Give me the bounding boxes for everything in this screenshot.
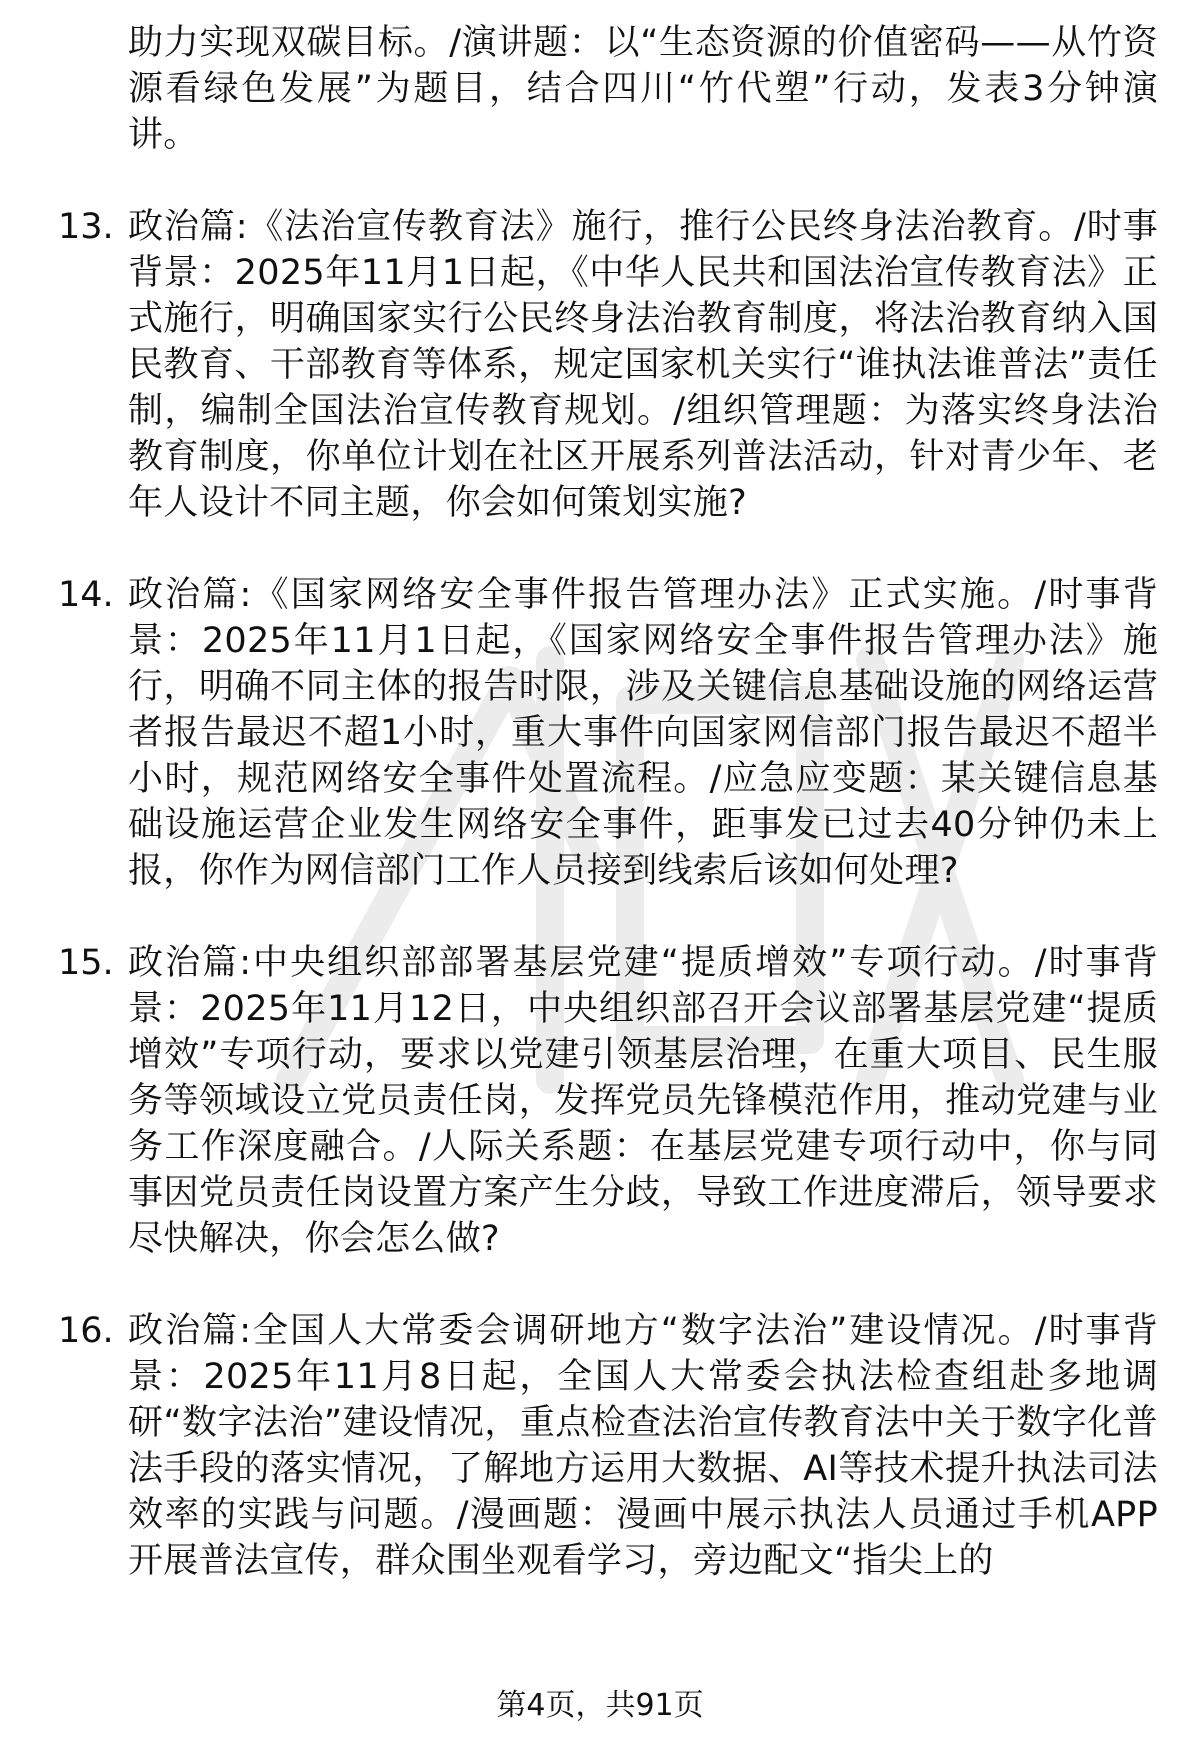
item-number: 14. [58,575,114,615]
page-footer: 第4页，共91页 [496,1688,704,1723]
item-text: 政治篇:《国家网络安全事件报告管理办法》正式实施。/时事背景：2025年11月1日起，《国家网络安全事件报告管理办法》施行，明确不同主体的报告时限，涉及关键信息基础设施的网络运营者报告最迟不超1小时，重大事件向国家网信部门报告最迟不超半小时，规范网络安全事件处置流程。/应急应变题：某关键信息基础设施运营企业发生网络安全事件，距事发已过去40分钟仍未上报，你作为网信部门工作人员接到线索后该如何处理? [128,575,1158,891]
continuation-paragraph: 助力实现双碳目标。/演讲题：以“生态资源的价值密码——从竹资源看绿色发展”为题目，结合四川“竹代塑”行动，发表3分钟演讲。 [128,23,1158,155]
item-text: 政治篇:《法治宣传教育法》施行，推行公民终身法治教育。/时事背景：2025年11月1日起，《中华人民共和国法治宣传教育法》正式施行，明确国家实行公民终身法治教育制度，将法治教育纳入国民教育、干部教育等体系，规定国家机关实行“谁执法谁普法”责任制，编制全国法治宣传教育规划。/组织管理题：为落实终身法治教育制度，你单位计划在社区开展系列普法活动，针对青少年、老年人设计不同主题，你会如何策划实施? [128,207,1158,523]
item-text: 政治篇:中央组织部部署基层党建“提质增效”专项行动。/时事背景：2025年11月12日，中央组织部召开会议部署基层党建“提质增效”专项行动，要求以党建引领基层治理，在重大项目、民生服务等领域设立党员责任岗，发挥党员先锋模范作用，推动党建与业务工作深度融合。/人际关系题：在基层党建专项行动中，你与同事因党员责任岗设置方案产生分歧，导致工作进度滞后，领导要求尽快解决，你会怎么做? [128,943,1158,1259]
item-number: 16. [58,1311,114,1351]
item-text: 政治篇:全国人大常委会调研地方“数字法治”建设情况。/时事背景：2025年11月8日起，全国人大常委会执法检查组赴多地调研“数字法治”建设情况，重点检查法治宣传教育法中关于数字化普法手段的落实情况，了解地方运用大数据、AI等技术提升执法司法效率的实践与问题。/漫画题：漫画中展示执法人员通过手机APP开展普法宣传，群众围坐观看学习，旁边配文“指尖上的 [128,1311,1158,1581]
item-number: 15. [58,943,114,983]
item-number: 13. [58,207,114,247]
